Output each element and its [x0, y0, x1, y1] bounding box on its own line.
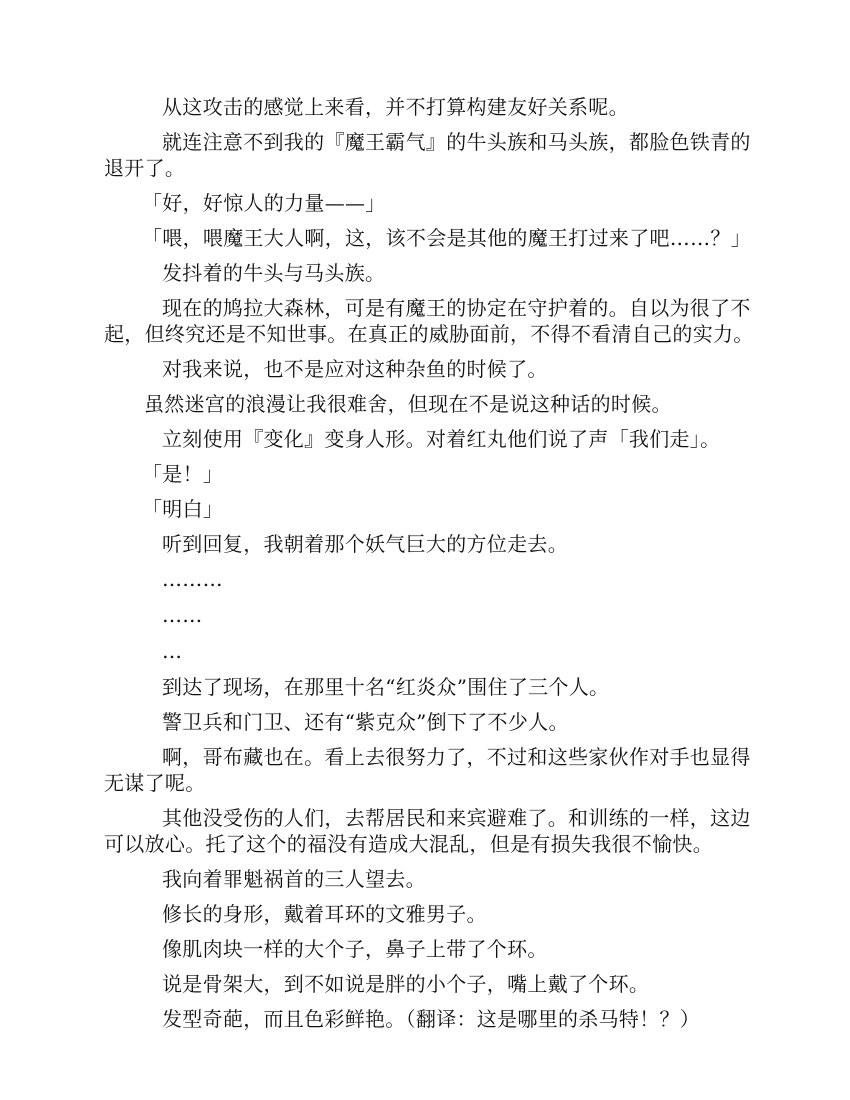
dialogue-line: 「是！」 — [142, 462, 224, 486]
paragraph: 发抖着的牛头与马头族。 — [162, 261, 386, 285]
paragraph: 修长的身形，戴着耳环的文雅男子。 — [162, 902, 487, 926]
paragraph: 立刻使用『变化』变身人形。对着红丸他们说了声「我们走」。 — [162, 427, 721, 451]
paragraph: 就连注意不到我的『魔王霸气』的牛头族和马头族，都脸色铁青的退开了。 — [104, 130, 751, 180]
ellipsis-line: …… — [162, 603, 203, 627]
paragraph: 说是骨架大，到不如说是胖的小个子，嘴上戴了个环。 — [162, 972, 650, 996]
paragraph: 警卫兵和门卫、还有“紫克众”倒下了不少人。 — [162, 710, 569, 734]
paragraph: 听到回复，我朝着那个妖气巨大的方位走去。 — [162, 532, 568, 556]
paragraph: 像肌肉块一样的大个子，鼻子上带了个环。 — [162, 937, 548, 961]
dialogue-line: 「明白」 — [142, 497, 224, 521]
ellipsis-line: … — [162, 639, 183, 663]
paragraph: 虽然迷宫的浪漫让我很难舍，但现在不是说这种话的时候。 — [144, 392, 672, 416]
paragraph: 对我来说，也不是应对这种杂鱼的时候了。 — [162, 357, 548, 381]
paragraph: 其他没受伤的人们，去帮居民和来宾避难了。和训练的一样，这边可以放心。托了这个的福没有造成大混乱，但是有损失我很不愉快。 — [104, 806, 751, 856]
dialogue-line: 「好，好惊人的力量——」 — [142, 191, 386, 215]
ellipsis-line: ……… — [162, 567, 223, 591]
paragraph: 我向着罪魁祸首的三人望去。 — [162, 867, 426, 891]
paragraph: 从这攻击的感觉上来看，并不打算构建友好关系呢。 — [162, 95, 629, 119]
document-body — [104, 94, 754, 1041]
dialogue-line: 「喂，喂魔王大人啊，这，该不会是其他的魔王打过来了吧……？」 — [142, 226, 751, 250]
paragraph: 发型奇葩，而且色彩鲜艳。（翻译：这是哪里的杀马特！？） — [162, 1007, 701, 1031]
paragraph: 啊，哥布藏也在。看上去很努力了，不过和这些家伙作对手也显得无谋了呢。 — [104, 745, 751, 795]
paragraph: 到达了现场，在那里十名“红炎众”围住了三个人。 — [162, 675, 610, 699]
paragraph: 现在的鸠拉大森林，可是有魔王的协定在守护着的。自以为很了不起，但终究还是不知世事。在真正的威胁面前，不得不看清自己的实力。 — [104, 296, 754, 346]
